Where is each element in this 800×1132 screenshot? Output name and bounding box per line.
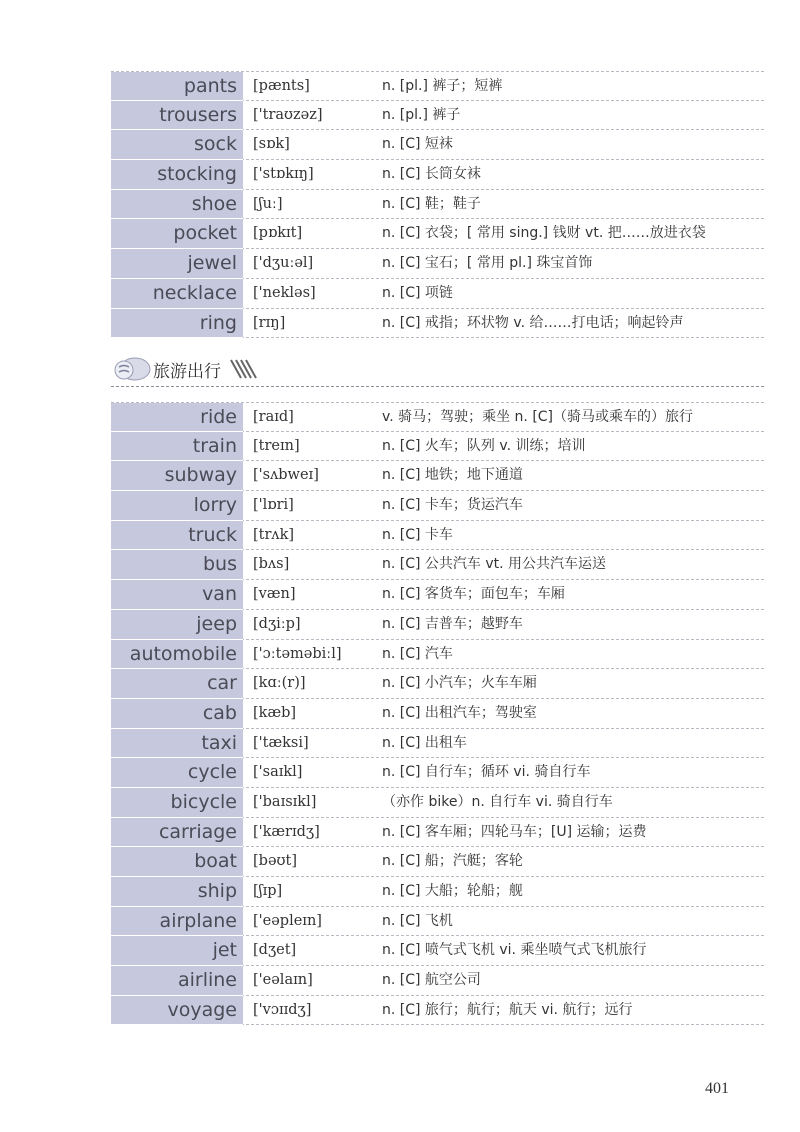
vocab-ipa: ['baɪsɪkl] <box>253 793 317 810</box>
vocab-definition: n. [C] 鞋；鞋子 <box>382 195 481 212</box>
stripes-icon <box>229 358 257 384</box>
vocab-definition: n. [C] 客货车；面包车；车厢 <box>382 586 565 603</box>
vocab-row <box>111 190 764 220</box>
vocab-ipa: ['traʊzəz] <box>253 106 323 123</box>
vocab-ipa: [dʒet] <box>253 942 297 959</box>
vocab-definition: （亦作 bike）n. 自行车 vi. 骑自行车 <box>382 793 613 810</box>
vocab-definition: n. [pl.] 裤子 <box>382 106 461 123</box>
vocab-word: automobile <box>111 640 243 670</box>
travel-bubble-icon <box>111 355 151 387</box>
vocab-word: pocket <box>111 219 243 249</box>
vocab-word: shoe <box>111 190 243 220</box>
vocab-word: carriage <box>111 818 243 848</box>
vocab-row <box>111 521 764 551</box>
vocab-row <box>111 219 764 249</box>
vocab-definition: n. [C] 地铁；地下通道 <box>382 467 523 484</box>
vocab-ipa: ['vɔɪɪdʒ] <box>253 1001 312 1018</box>
vocab-word: cycle <box>111 758 243 788</box>
vocab-definition: n. [C] 项链 <box>382 284 453 301</box>
vocab-ipa: ['saɪkl] <box>253 764 303 781</box>
vocab-row <box>111 907 764 937</box>
vocab-row <box>111 130 764 160</box>
vocab-row <box>111 402 764 432</box>
page-number: 401 <box>705 1080 729 1097</box>
vocab-ipa: ['kærɪdʒ] <box>253 823 320 840</box>
vocab-word: truck <box>111 521 243 551</box>
vocab-row <box>111 669 764 699</box>
vocab-ipa: [bəʊt] <box>253 853 297 870</box>
vocab-row <box>111 610 764 640</box>
vocab-definition: n. [C] 客车厢；四轮马车；[U] 运输；运费 <box>382 823 647 840</box>
vocab-row <box>111 71 764 101</box>
vocab-ipa: ['eəlaɪn] <box>253 972 313 989</box>
vocab-ipa: ['eəpleɪn] <box>253 912 322 929</box>
vocab-word: ring <box>111 309 243 339</box>
vocab-row <box>111 877 764 907</box>
vocab-word: bicycle <box>111 788 243 818</box>
vocab-ipa: [pɒkɪt] <box>253 225 303 242</box>
vocab-definition: n. [C] 航空公司 <box>382 972 481 989</box>
section-title: 旅游出行 <box>153 362 221 382</box>
vocab-ipa: [ʃuː] <box>253 195 283 212</box>
vocab-word: train <box>111 432 243 462</box>
vocab-row <box>111 936 764 966</box>
vocab-row <box>111 461 764 491</box>
vocab-row <box>111 550 764 580</box>
vocab-ipa: [rɪŋ] <box>253 314 286 331</box>
vocab-ipa: ['tæksi] <box>253 734 309 751</box>
vocab-ipa: [kæb] <box>253 704 297 721</box>
vocab-word: trousers <box>111 101 243 131</box>
vocab-word: van <box>111 580 243 610</box>
vocab-row <box>111 847 764 877</box>
vocab-definition: n. [C] 公共汽车 vt. 用公共汽车运送 <box>382 556 607 573</box>
vocab-row <box>111 432 764 462</box>
vocab-definition: n. [C] 卡车；货运汽车 <box>382 497 523 514</box>
vocab-ipa: ['lɒri] <box>253 497 294 514</box>
vocab-word: jewel <box>111 249 243 279</box>
vocab-word: jet <box>111 936 243 966</box>
vocab-ipa: ['stɒkɪŋ] <box>253 166 314 183</box>
vocab-definition: n. [C] 卡车 <box>382 526 453 543</box>
vocab-definition: n. [C] 短袜 <box>382 136 453 153</box>
vocab-definition: n. [C] 船；汽艇；客轮 <box>382 853 523 870</box>
vocab-row <box>111 996 764 1026</box>
vocab-word: stocking <box>111 160 243 190</box>
vocab-definition: n. [C] 衣袋；[ 常用 sing.] 钱财 vt. 把……放进衣袋 <box>382 225 706 242</box>
vocab-word: ride <box>111 403 243 432</box>
vocab-word: sock <box>111 130 243 160</box>
vocab-ipa: [væn] <box>253 586 296 603</box>
vocab-word: ship <box>111 877 243 907</box>
vocab-row <box>111 160 764 190</box>
vocab-row <box>111 249 764 279</box>
vocab-row <box>111 491 764 521</box>
vocab-ipa: ['ɔːtəməbiːl] <box>253 645 342 662</box>
vocab-definition: n. [C] 汽车 <box>382 645 453 662</box>
vocab-definition: n. [C] 宝石；[ 常用 pl.] 珠宝首饰 <box>382 255 593 272</box>
vocab-word: airline <box>111 966 243 996</box>
vocab-ipa: [raɪd] <box>253 409 294 425</box>
vocab-definition: n. [C] 火车；队列 v. 训练；培训 <box>382 437 586 454</box>
vocab-word: jeep <box>111 610 243 640</box>
vocab-definition: n. [C] 大船；轮船；舰 <box>382 883 523 899</box>
vocab-word: car <box>111 669 243 699</box>
vocab-row <box>111 966 764 996</box>
vocab-row <box>111 699 764 729</box>
vocab-ipa: [trʌk] <box>253 526 295 543</box>
vocab-row <box>111 640 764 670</box>
vocab-ipa: [sɒk] <box>253 136 290 153</box>
vocab-definition: v. 骑马；驾驶；乘坐 n. [C]（骑马或乘车的）旅行 <box>382 409 694 425</box>
vocab-definition: n. [C] 出租汽车；驾驶室 <box>382 704 537 721</box>
vocab-ipa: ['sʌbweɪ] <box>253 467 319 484</box>
vocab-word: airplane <box>111 907 243 937</box>
vocab-word: voyage <box>111 996 243 1026</box>
vocab-ipa: [ʃɪp] <box>253 883 283 899</box>
vocab-definition: n. [C] 喷气式飞机 vi. 乘坐喷气式飞机旅行 <box>382 942 647 959</box>
vocab-definition: n. [C] 吉普车；越野车 <box>382 615 523 632</box>
vocab-ipa: [treɪn] <box>253 437 300 454</box>
vocab-ipa: [pænts] <box>253 78 310 94</box>
vocab-word: subway <box>111 461 243 491</box>
vocab-definition: n. [C] 小汽车；火车车厢 <box>382 675 537 692</box>
vocab-definition: n. [C] 飞机 <box>382 912 453 929</box>
vocab-row <box>111 758 764 788</box>
vocab-row <box>111 309 764 339</box>
vocab-word: necklace <box>111 279 243 309</box>
section-header <box>111 352 764 387</box>
vocab-row <box>111 101 764 131</box>
vocab-row <box>111 279 764 309</box>
vocab-row <box>111 788 764 818</box>
travel-vocab-table <box>111 402 764 1025</box>
vocab-ipa: ['nekləs] <box>253 284 316 301</box>
vocab-ipa: ['dʒuːəl] <box>253 255 314 272</box>
vocab-ipa: [kɑː(r)] <box>253 675 306 692</box>
vocab-ipa: [dʒiːp] <box>253 615 301 632</box>
vocab-definition: n. [C] 自行车；循环 vi. 骑自行车 <box>382 764 591 781</box>
vocab-row <box>111 729 764 759</box>
vocab-row <box>111 818 764 848</box>
vocab-definition: n. [C] 出租车 <box>382 734 467 751</box>
vocab-definition: n. [C] 长筒女袜 <box>382 166 481 183</box>
vocab-definition: n. [C] 旅行；航行；航天 vi. 航行；远行 <box>382 1001 633 1018</box>
vocab-ipa: [bʌs] <box>253 556 290 573</box>
vocab-word: cab <box>111 699 243 729</box>
vocab-definition: n. [pl.] 裤子；短裤 <box>382 78 503 94</box>
vocab-word: pants <box>111 72 243 101</box>
vocab-row <box>111 580 764 610</box>
vocab-word: boat <box>111 847 243 877</box>
clothing-vocab-table <box>111 71 764 338</box>
vocab-word: taxi <box>111 729 243 759</box>
vocab-definition: n. [C] 戒指；环状物 v. 给……打电话；响起铃声 <box>382 314 684 331</box>
vocab-word: bus <box>111 550 243 580</box>
vocab-word: lorry <box>111 491 243 521</box>
